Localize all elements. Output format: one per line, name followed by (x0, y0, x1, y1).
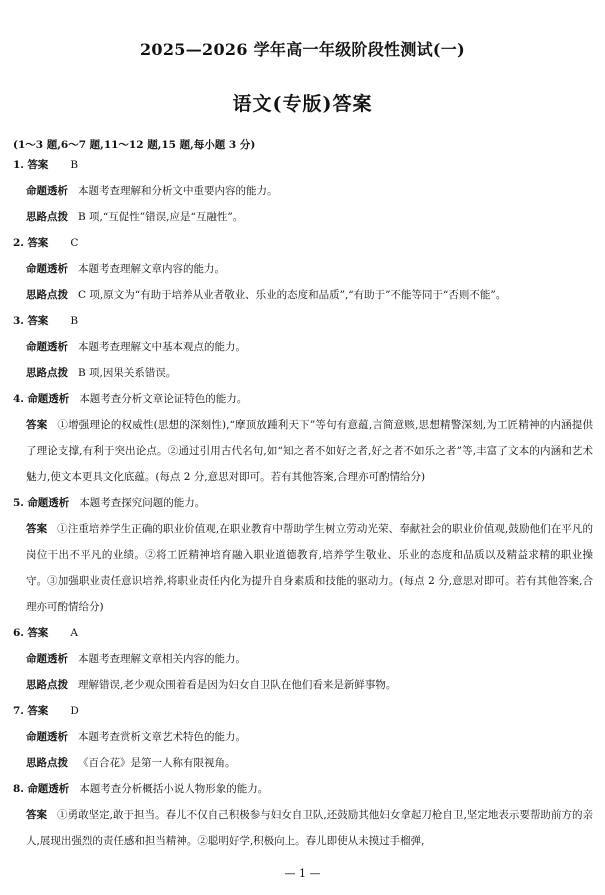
hint-label: 思路点拨 (26, 211, 68, 223)
intent-text: 本题考查理解文章相关内容的能力。 (78, 653, 246, 665)
question-number: 3. (13, 315, 24, 327)
hint-text: B 项,因果关系错误。 (78, 367, 177, 379)
hint-label: 思路点拨 (26, 367, 68, 379)
scoring-note: (1～3 题,6～7 题,11～12 题,15 题,每小题 3 分) (13, 139, 256, 151)
answer-text: ①注重培养学生正确的职业价值观,在职业教育中帮助学生树立劳动光荣、奉献社会的职业价值观,鼓励他们在平凡的岗位干出不平凡的业绩。②将工匠精神培育融入职业道德教育,培养学生敬业、乐业的态度和品质以及精益求精的职业操守。③加强职业责任意识培养,将职业责任内化为提升自身素质和技能的驱动力。(每点 2 分,意思对即可。若有其他答案,合理亦可酌情给分) (26, 523, 593, 613)
answer-choice: B (70, 159, 79, 171)
page-subtitle: 语文(专版)答案 (232, 93, 373, 115)
answer-choice: A (70, 627, 78, 639)
intent-label: 命题透析 (26, 263, 68, 275)
hint-label: 思路点拨 (26, 289, 68, 301)
intent-text: 本题考查探究问题的能力。 (79, 497, 206, 509)
page-number: — 1 — (284, 867, 321, 880)
answer-choice: B (70, 315, 79, 327)
question-7 (13, 698, 593, 776)
intent-label: 命题透析 (26, 185, 68, 197)
question-6 (13, 620, 593, 698)
answer-label: 答案 (27, 159, 49, 171)
question-1 (13, 152, 593, 230)
hint-text: C 项,原文为“有助于培养从业者敬业、乐业的态度和品质”,“有助于”不能等同于“否则不能”。 (78, 289, 507, 301)
question-4 (13, 386, 593, 490)
intent-label: 命题透析 (26, 731, 68, 743)
answer-label: 答案 (27, 315, 49, 327)
answer-label: 答案 (26, 419, 48, 431)
question-5 (13, 490, 593, 620)
question-number: 8. (13, 783, 24, 795)
answer-label: 答案 (26, 523, 48, 535)
answer-list (13, 152, 593, 854)
intent-label: 命题透析 (27, 393, 70, 405)
hint-label: 思路点拨 (26, 757, 68, 769)
answer-label: 答案 (26, 809, 48, 821)
hint-text: 《百合花》是第一人称有限视角。 (78, 757, 236, 769)
intent-text: 本题考查分析文章论证特色的能力。 (79, 393, 248, 405)
intent-label: 命题透析 (26, 341, 68, 353)
question-number: 2. (13, 237, 24, 249)
answer-text: ①勇敢坚定,敢于担当。春儿不仅自己积极参与妇女自卫队,还鼓励其他妇女拿起刀枪自卫,坚定地表示要帮助前方的亲人,展现出强烈的责任感和担当精神。②聪明好学,积极向上。春儿即使从未摸过手榴弹, (26, 809, 594, 847)
question-number: 6. (13, 627, 24, 639)
answer-choice: C (70, 237, 79, 249)
intent-text: 本题考查理解和分析文中重要内容的能力。 (78, 185, 278, 197)
intent-label: 命题透析 (27, 783, 70, 795)
answer-label: 答案 (27, 705, 49, 717)
answer-choice: D (70, 705, 79, 717)
intent-label: 命题透析 (27, 497, 70, 509)
question-number: 7. (13, 705, 24, 717)
question-number: 5. (13, 497, 24, 509)
hint-text: B 项,“互促性”错误,应是“互融性”。 (78, 211, 244, 223)
intent-label: 命题透析 (26, 653, 68, 665)
hint-label: 思路点拨 (26, 679, 68, 691)
intent-text: 本题考查理解文中基本观点的能力。 (78, 341, 246, 353)
answer-label: 答案 (27, 237, 49, 249)
question-number: 1. (13, 159, 24, 171)
question-3 (13, 308, 593, 386)
answer-text: ①增强理论的权威性(思想的深刻性),“摩顶放踵利天下”等句有意蕴,言简意赅,思想精警深刻,为工匠精神的内涵提供了理论支撑,有利于突出论点。②通过引用古代名句,如“知之者不如好之者,好之者不如乐之者”等,丰富了文本的内涵和艺术魅力,使文本更具文化底蕴。(每点 2 分,意思对即可。若有其他答案,合理亦可酌情给分) (26, 419, 594, 483)
answer-label: 答案 (27, 627, 49, 639)
page-title: 2025—2026 学年高一年级阶段性测试(一) (140, 40, 465, 59)
question-8 (13, 776, 593, 854)
question-2 (13, 230, 593, 308)
intent-text: 本题考查赏析文章艺术特色的能力。 (78, 731, 246, 743)
intent-text: 本题考查理解文章内容的能力。 (78, 263, 225, 275)
intent-text: 本题考查分析概括小说人物形象的能力。 (79, 783, 269, 795)
question-number: 4. (13, 393, 24, 405)
hint-text: 理解错误,老少观众围着看是因为妇女自卫队在他们看来是新鲜事物。 (78, 679, 397, 691)
